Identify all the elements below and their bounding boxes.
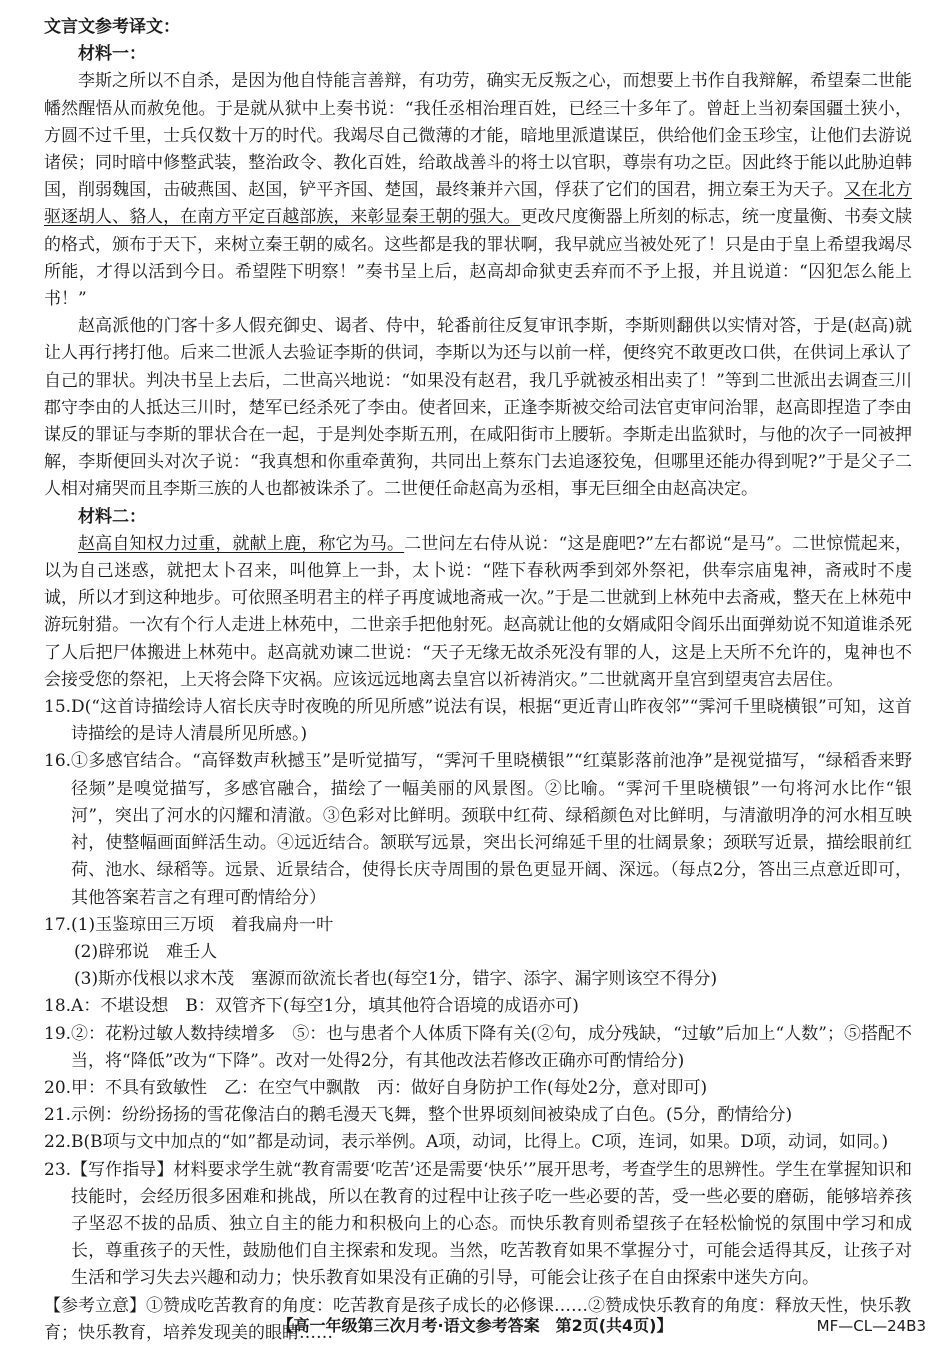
answer-text: A：不堪设想 B：双管齐下(每空1分，填其他符合语境的成语亦可) <box>71 996 579 1017</box>
question-number: 19. <box>44 1023 72 1044</box>
answer-content <box>44 14 912 1347</box>
answer-17-line-2: (2)辟邪说 难壬人 <box>74 941 218 962</box>
underlined-text: 又在北方驱逐胡人、貉人，在南方平定百越部族，来彰显秦王朝的强大。 <box>44 180 912 228</box>
answer-text: (1)玉鉴琼田三万顷 着我扁舟一叶 <box>71 914 334 935</box>
question-number: 21. <box>44 1105 72 1126</box>
question-number: 15. <box>44 697 72 718</box>
answer-17 <box>44 912 912 939</box>
material-one-paragraph-1 <box>44 68 912 313</box>
question-number: 23. <box>44 1159 72 1180</box>
answer-21 <box>44 1102 912 1129</box>
underlined-text: 赵高自知权力过重，就献上鹿，称它为马。 <box>78 533 405 554</box>
reference-theme: 【参考立意】①赞成吃苦教育的角度：吃苦教育是孩子成长的必修课……②赞成快乐教育的角度：释放天性，快乐教育；快乐教育，培养发现美的眼睛…… <box>44 1295 911 1343</box>
answer-text: D(“这首诗描绘诗人宿长庆寺时夜晚的所见所感”说法有误，根据“更近青山昨夜邻”“霁河千里晓横银”可知，这首诗描绘的是诗人清晨所见所感。) <box>71 697 912 745</box>
answer-text: ②：花粉过敏人数持续增多 ⑤：也与患者个人体质下降有关(②句，成分残缺，“过敏”后加上“人数”；⑤搭配不当，将“降低”改为“下降”。改对一处得2分，有其他改法若修改正确亦可酌情给分) <box>71 1023 912 1071</box>
question-number: 17. <box>44 914 72 935</box>
answer-23 <box>44 1157 912 1293</box>
text-segment: 二世问左右侍从说：“这是鹿吧?”左右都说“是马”。二世惊慌起来，以为自己迷惑，就把太卜召来，叫他算上一卦，太卜说：“陛下春秋两季到郊外祭祀，供奉宗庙鬼神，斋戒时不虔诚，所以才到这种地步。可依照圣明君主的样子再度诚地斋戒一次。”于是二世就到上林苑中去斋戒，整天在上林苑中游玩射猎。一次有个行人走进上林苑中，二世亲手把他射死。赵高就让他的女婿咸阳令阎乐出面弹劾说不知道谁杀死了人后把尸体搬进上林苑中。赵高就劝谏二世说：“天子无缘无故杀死没有罪的人，这是上天所不允许的，鬼神也不会接受您的祭祀，上天将会降下灾祸。应该远远地离去皇宫以祈祷消灾。”二世就离开皇宫到望夷宫去居住。 <box>44 533 912 690</box>
question-number: 22. <box>44 1132 72 1153</box>
material-two-paragraph-1 <box>44 531 912 694</box>
answer-22 <box>44 1129 912 1156</box>
answer-16 <box>44 748 912 911</box>
question-number: 16. <box>44 751 72 772</box>
answer-text: 【写作指导】材料要求学生就“教育需要‘吃苦’还是需要‘快乐’”展开思考，考查学生的思辨性。学生在掌握知识和技能时，会经历很多困难和挑战，所以在教育的过程中让孩子吃一些必要的苦，受一些必要的磨砺，能够培养孩子坚忍不拔的品质、独立自主的能力和积极向上的心态。而快乐教育则希望孩子在轻松愉悦的氛围中学习和成长，尊重孩子的天性，鼓励他们自主探索和发现。当然，吃苦教育如果不掌握分寸，可能会适得其反，让孩子对生活和学习失去兴趣和动力；快乐教育如果没有正确的引导，可能会让孩子在自由探索中迷失方向。 <box>71 1159 912 1289</box>
answer-18 <box>44 993 912 1020</box>
material-two-title: 材料二： <box>78 506 146 527</box>
material-one-paragraph-2: 赵高派他的门客十多人假充御史、谒者、侍中，轮番前往反复审讯李斯，李斯则翻供以实情对答，于是(赵高)就让人再行拷打他。后来二世派人去验证李斯的供词，李斯以为还与以前一样，便终究不敢更改口供，在供词上承认了自己的罪状。判决书呈上去后，二世高兴地说：“如果没有赵君，我几乎就被丞相出卖了！”等到二世派出去调查三川郡守李由的人抵达三川时，楚军已经杀死了李由。使者回来，正逢李斯被交给司法官吏审问治罪，赵高即捏造了李由谋反的罪证与李斯的罪状合在一起，于是判处李斯五刑，在咸阳街市上腰斩。李斯走出监狱时，与他的次子一同被押解，李斯便回头对次子说：“我真想和你重牵黄狗，共同出上蔡东门去追逐狡兔，但哪里还能办得到呢?”于是父子二人相对痛哭而且李斯三族的人也都被诛杀了。二世便任命赵高为丞相，事无巨细全由赵高决定。 <box>44 316 912 500</box>
text-segment: 更改尺度衡器上所刻的标志，统一度量衡、书奏文牍的格式，颁布于天下，来树立秦王朝的威名。这些都是我的罪状啊，我早就应当被处死了！只是由于皇上希望我竭尽所能，才得以活到今日。希望陛下明察！”奏书呈上后，赵高却命狱吏丢弃而不予上报，并且说道：“囚犯怎么能上书！” <box>44 207 913 310</box>
question-number: 20. <box>44 1077 72 1098</box>
answer-17-line-3: (3)斯亦伐根以求木茂 塞源而欲流长者也(每空1分，错字、添字、漏字则该空不得分) <box>74 969 718 990</box>
section-heading: 文言文参考译文： <box>44 17 180 37</box>
text-segment: 李斯之所以不自杀，是因为他自恃能言善辩，有功劳，确实无反叛之心，而想要上书作自我辩解，希望秦二世能幡然醒悟从而赦免他。于是就从狱中上奏书说：“我任丞相治理百姓，已经三十多年了。曾赶上当初秦国疆土狭小，方圆不过千里，士兵仅数十万的时代。我竭尽自己微薄的才能，暗地里派遣谋臣，供给他们金玉珍宝，让他们去游说诸侯；同时暗中修整武装，整治政令、教化百姓，给敢战善斗的将士以官职，尊崇有功之臣。因此终于能以此胁迫韩国，削弱魏国，击破燕国、赵国，铲平齐国、楚国，最终兼并六国，俘获了它们的国君，拥立秦王为天子。 <box>44 71 912 201</box>
footer-title: 【高一年级第三次月考·语文参考答案 第2页(共4页)】 <box>277 1316 673 1335</box>
answer-19 <box>44 1021 912 1075</box>
answer-15 <box>44 694 912 748</box>
material-one-title: 材料一： <box>78 44 146 65</box>
answer-text: 示例：纷纷扬扬的雪花像洁白的鹅毛漫天飞舞，整个世界顷刻间被染成了白色。(5分，酌情给分) <box>71 1105 793 1126</box>
answer-text: B(B项与文中加点的“如”都是动词，表示举例。A项，动词，比得上。C项，连词，如果。D项，动词，如同。) <box>71 1132 889 1153</box>
question-number: 18. <box>44 996 72 1017</box>
footer-code: MF—CL—24B3 <box>816 1317 926 1335</box>
answer-text: ①多感官结合。“高铎数声秋撼玉”是听觉描写，“霁河千里晓横银”“红蕖影落前池净”是视觉描写，“绿稻香来野径频”是嗅觉描写，多感官融合，描绘了一幅美丽的风景图。②比喻。“霁河千里晓横银”一句将河水比作“银河”，突出了河水的闪耀和清澈。③色彩对比鲜明。颈联中红荷、绿稻颜色对比鲜明，与清澈明净的河水相互映衬，使整幅画面鲜活生动。④远近结合。颔联写远景，突出长河绵延千里的壮阔景象；颈联写近景，描绘眼前红荷、池水、绿稻等。远景、近景结合，使得长庆寺周围的景色更显开阔、深远。（每点2分，答出三点意近即可，其他答案若言之有理可酌情给分） <box>71 751 912 908</box>
answer-text: 甲：不具有致敏性 乙：在空气中飘散 丙：做好自身防护工作(每处2分，意对即可) <box>71 1077 708 1098</box>
answer-20 <box>44 1075 912 1102</box>
